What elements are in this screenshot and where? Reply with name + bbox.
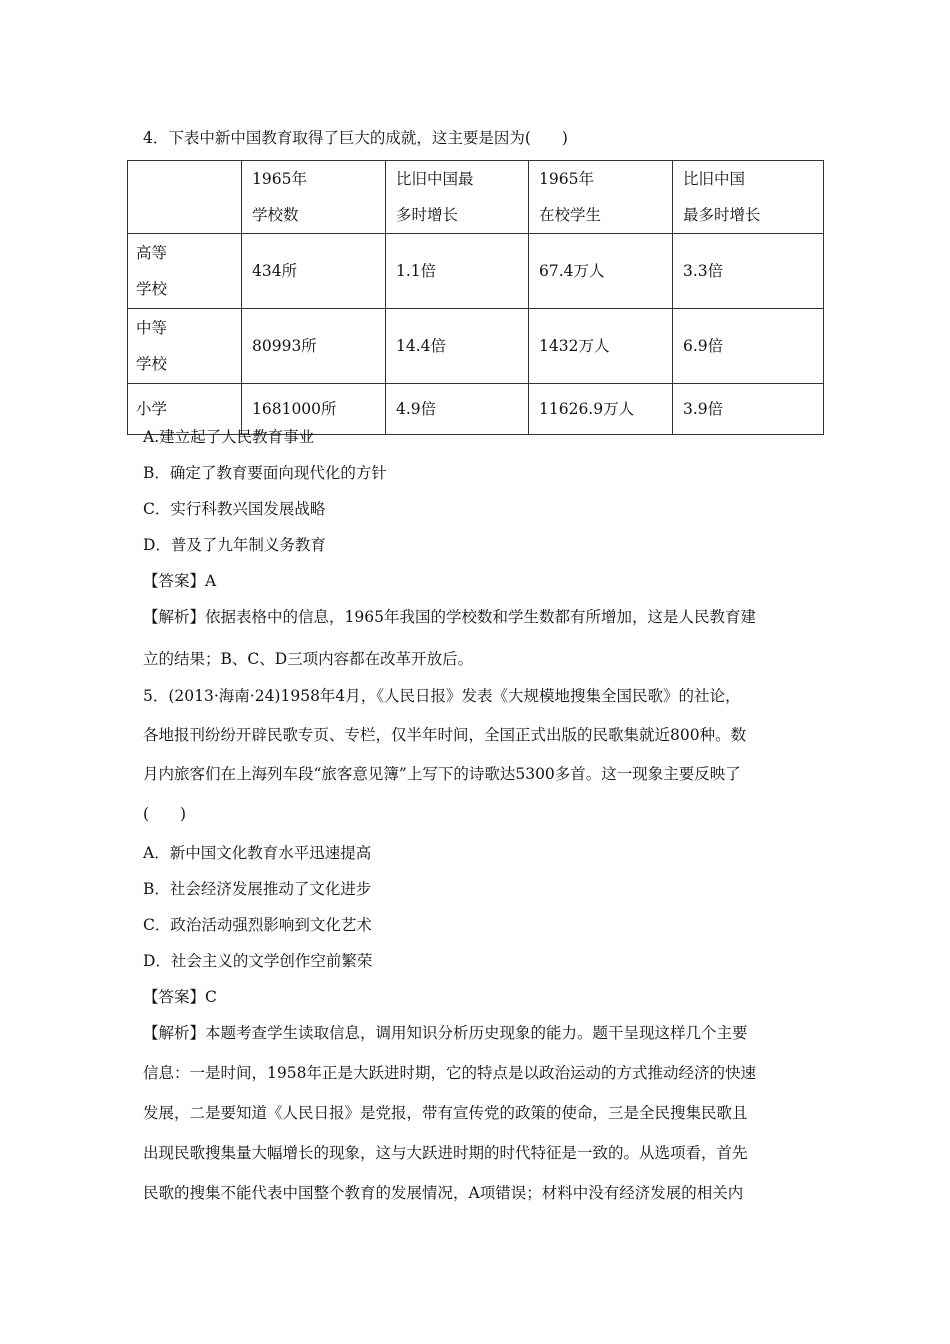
question-5-stem-line: 5．(2013·海南·24)1958年4月，《人民日报》发表《大规模地搜集全国民歌》的社论，	[143, 687, 741, 705]
table-cell: 6.9倍	[673, 309, 824, 384]
question-4-stem: 4．下表中新中国教育取得了巨大的成就，这主要是因为( )	[143, 129, 568, 147]
table-cell: 80993所	[242, 309, 386, 384]
table-cell: 4.9倍	[386, 384, 529, 435]
question-5-option-c: C．政治活动强烈影响到文化艺术	[143, 916, 372, 934]
question-5-answer: 【答案】C	[143, 988, 217, 1006]
table-cell: 14.4倍	[386, 309, 529, 384]
question-4-analysis-line: 立的结果；B、C、D三项内容都在改革开放后。	[143, 650, 474, 668]
table-header-cell: 比旧中国最 多时增长	[386, 161, 529, 234]
table-cell: 3.3倍	[673, 234, 824, 309]
table-cell: 中等 学校	[128, 309, 242, 384]
table-cell: 11626.9万人	[529, 384, 673, 435]
question-5-stem-line: 各地报刊纷纷开辟民歌专页、专栏，仅半年时间，全国正式出版的民歌集就近800种。数	[143, 726, 747, 744]
table-cell: 434所	[242, 234, 386, 309]
table-cell: 1681000所	[242, 384, 386, 435]
question-5-option-a: A．新中国文化教育水平迅速提高	[143, 844, 372, 862]
question-5-analysis-line: 信息：一是时间，1958年正是大跃进时期，它的特点是以政治运动的方式推动经济的快速	[143, 1064, 756, 1082]
question-5-analysis-line: 发展，二是要知道《人民日报》是党报，带有宣传党的政策的使命，三是全民搜集民歌且	[143, 1104, 748, 1122]
question-4-option-a: A.建立起了人民教育事业	[143, 428, 315, 446]
table-cell: 1432万人	[529, 309, 673, 384]
education-table	[127, 160, 824, 435]
table-header-cell: 1965年 学校数	[242, 161, 386, 234]
question-4-option-d: D．普及了九年制义务教育	[143, 536, 326, 554]
question-4-answer: 【答案】A	[143, 572, 217, 590]
question-4-analysis-line: 【解析】依据表格中的信息，1965年我国的学校数和学生数都有所增加，这是人民教育建	[143, 608, 756, 626]
table-cell: 小学	[128, 384, 242, 435]
table-row	[128, 234, 824, 309]
table-row	[128, 309, 824, 384]
table-header-cell	[128, 161, 242, 234]
question-5-analysis-line: 【解析】本题考查学生读取信息，调用知识分析历史现象的能力。题干呈现这样几个主要	[143, 1024, 748, 1042]
question-5-stem-line: 月内旅客们在上海列车段“旅客意见簿”上写下的诗歌达5300多首。这一现象主要反映了	[143, 765, 741, 783]
question-5-option-d: D．社会主义的文学创作空前繁荣	[143, 952, 373, 970]
table-header-cell: 1965年 在校学生	[529, 161, 673, 234]
question-5-option-b: B．社会经济发展推动了文化进步	[143, 880, 372, 898]
table-header-cell: 比旧中国 最多时增长	[673, 161, 824, 234]
table-cell: 1.1倍	[386, 234, 529, 309]
question-5-stem-line: ( )	[143, 805, 187, 823]
question-5-analysis-line: 出现民歌搜集量大幅增长的现象，这与大跃进时期的时代特征是一致的。从选项看，首先	[143, 1144, 748, 1162]
question-5-analysis-line: 民歌的搜集不能代表中国整个教育的发展情况，A项错误；材料中没有经济发展的相关内	[143, 1184, 744, 1202]
table-cell: 3.9倍	[673, 384, 824, 435]
table-cell: 高等 学校	[128, 234, 242, 309]
table-cell: 67.4万人	[529, 234, 673, 309]
question-4-option-b: B．确定了教育要面向现代化的方针	[143, 464, 387, 482]
question-4-option-c: C．实行科教兴国发展战略	[143, 500, 326, 518]
table-header-row	[128, 161, 824, 234]
